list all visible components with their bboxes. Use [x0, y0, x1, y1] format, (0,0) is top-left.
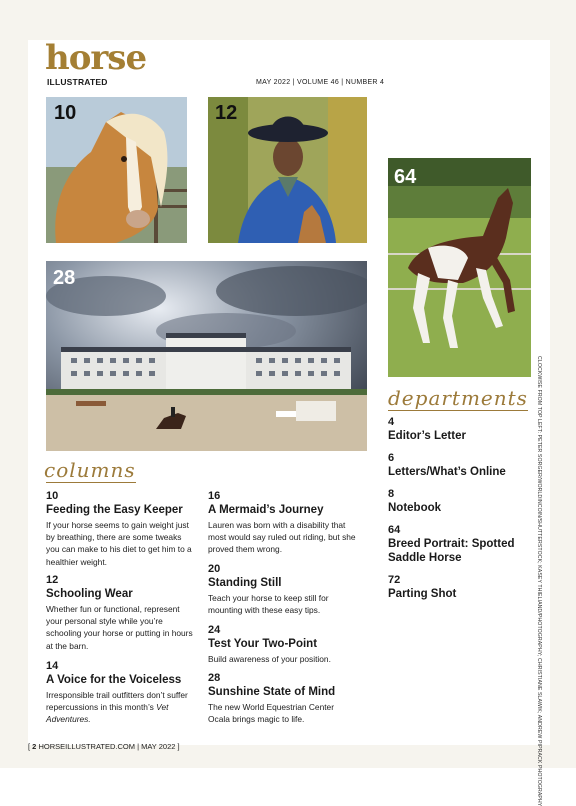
entry-title: Letters/What’s Online [388, 466, 506, 478]
entry-page-number: 10 [46, 490, 59, 502]
column-entry [208, 490, 358, 556]
entry-page-number: 16 [208, 490, 221, 502]
footer-site: HORSEILLUSTRATED.COM [38, 742, 135, 751]
entry-title: Sunshine State of Mind [208, 686, 336, 698]
entry-title: Editor’s Letter [388, 430, 466, 442]
entry-description-italic: Vet Adventures. [46, 702, 169, 725]
entry-page-number: 72 [388, 574, 401, 586]
column-entry [208, 624, 358, 665]
photo-page-number: 10 [54, 102, 77, 124]
photo-page-number: 12 [215, 102, 238, 124]
entry-page-number: 24 [208, 624, 221, 636]
entry-title: Parting Shot [388, 588, 457, 600]
column-entry [208, 672, 358, 725]
photo-equestrian-center [46, 261, 367, 451]
column-entry [46, 490, 196, 568]
entry-title: A Mermaid’s Journey [208, 504, 324, 516]
entry-title: Schooling Wear [46, 588, 133, 600]
departments-rule [388, 410, 528, 411]
entry-page-number: 4 [388, 416, 395, 428]
issue-info: MAY 2022 | VOLUME 46 | NUMBER 4 [256, 79, 385, 86]
photo-page-number: 28 [53, 267, 76, 289]
column-entry [208, 563, 358, 616]
entry-title: Notebook [388, 502, 442, 514]
column-entry [46, 660, 196, 726]
page-footer: [ 2 HORSEILLUSTRATED.COM | MAY 2022 ] [28, 742, 180, 751]
entry-page-number: 14 [46, 660, 59, 672]
entry-description: Teach your horse to keep still for mounting with these easy tips. [208, 593, 329, 616]
photo-rider-woman [208, 97, 367, 243]
photo-palomino-horse [46, 97, 187, 243]
departments-heading: departments [388, 386, 528, 410]
entry-page-number: 20 [208, 563, 221, 575]
entry-description: Lauren was born with a disability that most would say ruled out riding, but she proved them wrong. [208, 520, 356, 555]
column-entry [46, 574, 196, 652]
entry-page-number: 28 [208, 672, 221, 684]
department-entry [388, 488, 528, 515]
entry-title: Breed Portrait: Spotted Saddle Horse [388, 538, 515, 564]
entry-page-number: 64 [388, 524, 401, 536]
photo-spotted-horse [388, 158, 531, 377]
logo-subtitle: ILLUSTRATED [47, 77, 108, 87]
columns-heading: columns [44, 458, 136, 482]
department-entry [388, 574, 528, 601]
photo-credit: CLOCKWISE FROM TOP LEFT: PETER SORGER/WORLDINCOIN/SHUTTERSTOCK; KASEY THIELIAND/PHOTOGRAPHY; CHRISTIANE SLAWIK; ANDREW PIPRACK PHOTOGRAPHY [536, 356, 542, 806]
entry-description [46, 689, 196, 726]
logo: horse [45, 38, 147, 78]
entry-title: Test Your Two-Point [208, 638, 318, 650]
entry-page-number: 12 [46, 574, 59, 586]
entry-title: Feeding the Easy Keeper [46, 504, 183, 516]
entry-description: The new World Equestrian Center Ocala brings magic to life. [208, 702, 334, 725]
footer-date: MAY 2022 [141, 742, 176, 751]
photo-page-number: 64 [394, 166, 417, 188]
department-entry [388, 524, 528, 565]
department-entry [388, 452, 528, 479]
entry-description-text: Irresponsible trail outfitters don’t suffer repercussions in this month’s [46, 690, 188, 713]
entry-description: Build awareness of your position. [208, 654, 331, 664]
columns-rule [46, 482, 136, 483]
entry-description: If your horse seems to gain weight just by breathing, there are some tweaks you can make to his diet to get him to a healthier weight. [46, 520, 192, 567]
entry-page-number: 8 [388, 488, 395, 500]
entry-title: A Voice for the Voiceless [46, 674, 182, 686]
footer-page-number: 2 [32, 742, 37, 751]
entry-description: Whether fun or functional, represent your personal style while you’re schooling your horse or putting in hours at the barn. [46, 604, 193, 651]
department-entry [388, 416, 528, 443]
entry-title: Standing Still [208, 577, 282, 589]
entry-page-number: 6 [388, 452, 395, 464]
